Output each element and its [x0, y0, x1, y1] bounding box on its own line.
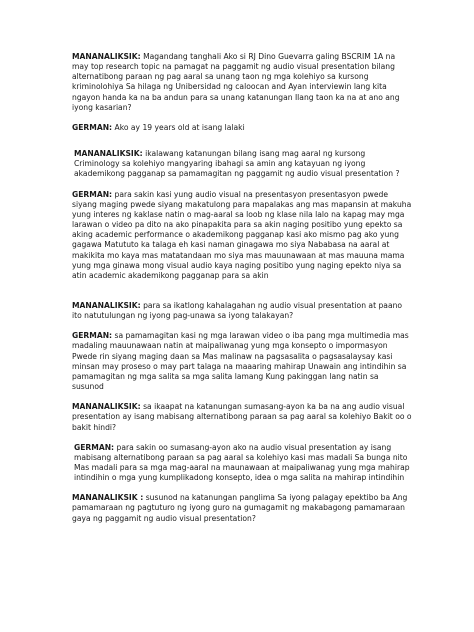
speaker-label: MANANALIKSIK: [72, 52, 141, 61]
paragraph-text: Ako ay 19 years old at isang lalaki [112, 122, 245, 132]
paragraph-text: para sakin oo sumasang-ayon ako na audio visual presentation ay isang mabisang alternatibong paraan sa pag aaral sa kolehiyo kasi mas madali Sa bunga nito Mas madali para sa mga mag-aaral na maunawaan at maipaliwanag yung mga mahirap intindihin o mga yung kumplikadong konsepto, idea o mga salita na mahirap intindihin [74, 442, 410, 483]
speaker-label: GERMAN: [74, 442, 115, 452]
paragraph-researcher-intro [72, 52, 412, 113]
speaker-label: MANANALIKSIK: [74, 149, 143, 159]
paragraph-text: para sa ikatlong kahalagahan ng audio visual presentation at paano ito natutulungan ng iyong pag-unawa sa iyong talakayan? [72, 300, 403, 321]
paragraph-text: sa ikaapat na katanungan sumasang-ayon ka ba na ang audio visual presentation ay isang mabisang alternatibong paraan sa pag aaral sa kolehiyo Bakit oo o bakit hindi? [72, 402, 412, 432]
paragraph-text: susunod na katanungan panglima Sa iyong palagay epektibo ba Ang pamamaraan ng pagtuturo ng iyong guro na gumagamit ng makabagong pamamaraan gaya ng paggamit ng audio visual presentation? [72, 493, 408, 523]
paragraph-text: Magandang tanghali Ako si RJ Dino Guevarra galing BSCRIM 1A na may top research topic na pamagat na paggamit ng audio visual presentation bilang alternatibong paraan ng pag aaral sa unang taon ng mga kolehiyo sa kursong kriminolohiya Sa hilaga ng Unibersidad ng caloocan and Ayan interviewin lang kita ngayon handa ka na ba andun para sa unang katanungan Ilang taon ka na at ano ang iyong kasarian? [72, 52, 400, 112]
paragraph-text: sa pamamagitan kasi ng mga larawan video o iba pang mga multimedia mas madaling mauunawaan natin at maipaliwanag yung mga konsepto o impormasyon Pwede rin siyang maging daan sa Mas malinaw na pagsasalita o pagsasalaysay kasi minsan may proseso o may part talaga na maaaring mahirap Unawain ang intindihin sa pamamagitan ng mga salita sa mga salita lamang Kung pakinggan lang natin sa susunod [72, 331, 409, 392]
paragraph-german-a4 [72, 443, 412, 484]
speaker-label: GERMAN: [72, 189, 113, 199]
speaker-label: MANANALIKSIK: [72, 402, 141, 412]
paragraph-text: para sakin kasi yung audio visual na presentasyon presentasyon pwede siyang maging pwede siyang makatulong para mapalakas ang mas mapansin at makuha yung interes ng kaklase natin o mag-aaral sa loob ng klase nila lalo na kapag may mga larawan o video pa dito na ako pinapakita para sa akin naging positibo yung epekto sa aking academic performance o akademikong pagganap kasi ako mismo pag ako yung gagawa Matututo ka talaga eh kasi naman ginagawa mo siya Nababasa na aaral at makikita mo kaya mas matatandaan mo siya mas mauunawaan at mas mauuna mama yung mga ginawa mong visual audio kaya naging positibo yung naging epekto niya sa atin academic akademikong pagganap para sa akin [72, 189, 412, 280]
paragraph-german-age [72, 123, 412, 133]
paragraph-researcher-q3 [72, 301, 412, 321]
paragraph-researcher-q2 [72, 149, 412, 179]
speaker-label: GERMAN: [72, 122, 113, 132]
speaker-label: MANANALIKSIK : [72, 493, 144, 503]
paragraph-text: ikalawang katanungan bilang isang mag aaral ng kursong Criminology sa kolehiyo mangyaring ibahagi sa amin ang katayuan ng iyong akademikong pagganap sa pamamagitan ng paggamit ng audio visual presentation ? [74, 149, 400, 179]
paragraph-german-a3 [72, 331, 412, 392]
paragraph-researcher-q4 [72, 402, 412, 432]
speaker-label: GERMAN: [72, 331, 113, 341]
speaker-label: MANANALIKSIK: [72, 300, 141, 310]
document-page [72, 52, 412, 524]
paragraph-researcher-q5 [72, 493, 412, 523]
paragraph-german-a2 [72, 190, 412, 281]
